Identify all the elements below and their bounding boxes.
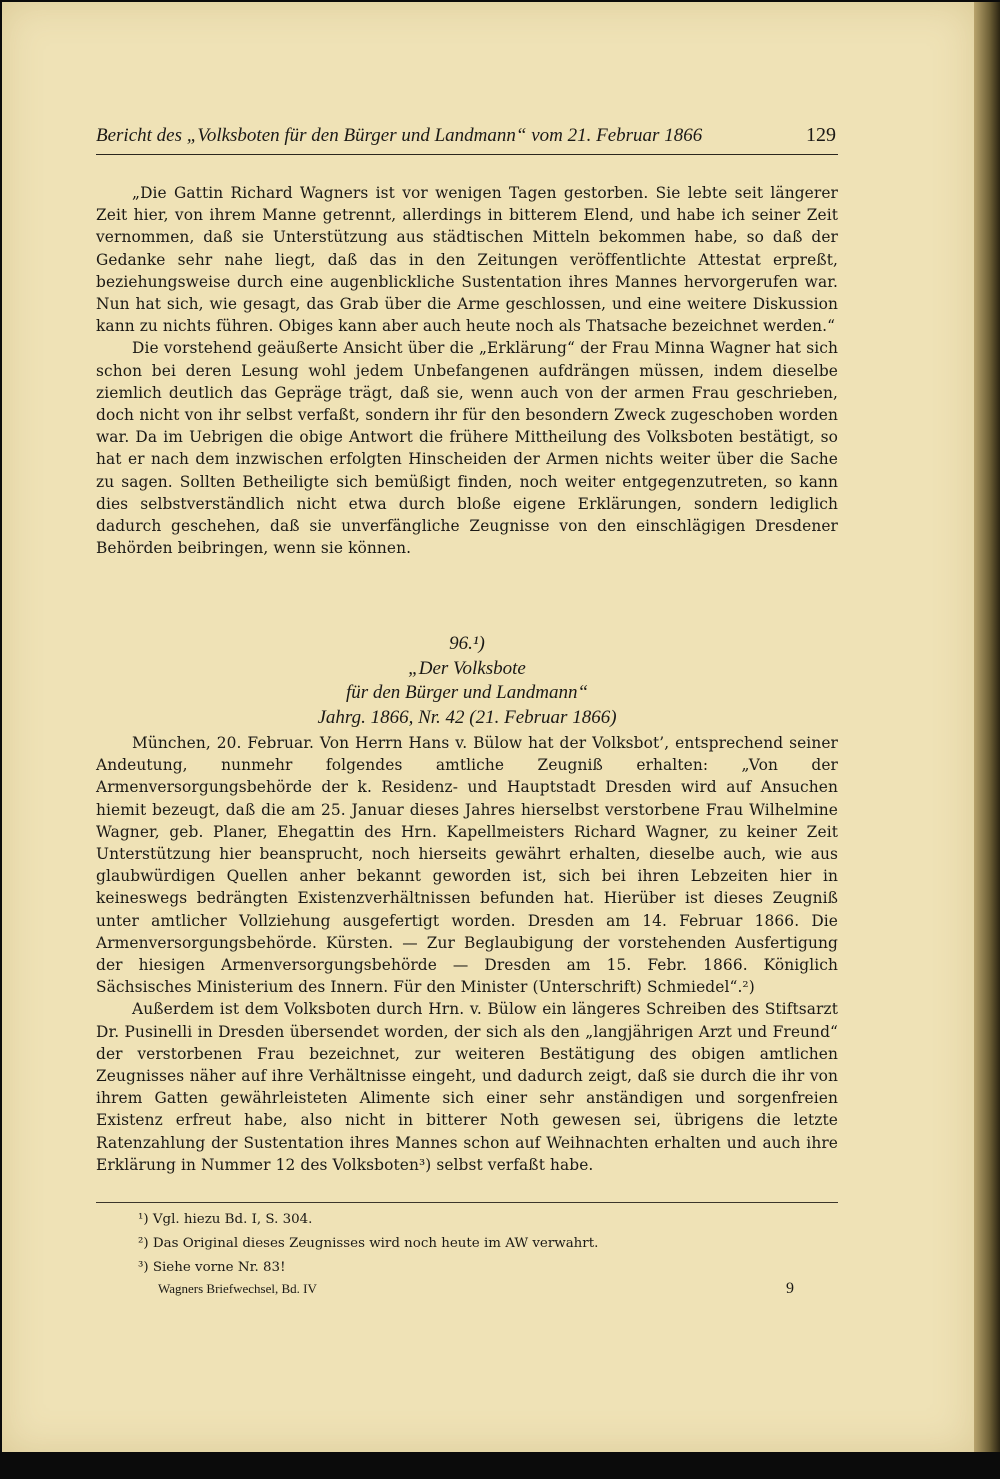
document-heading [96,632,838,730]
page-number: 129 [806,124,836,146]
signature-line: Wagners Briefwechsel, Bd. IV [158,1281,317,1296]
footnote: ³) Siehe vorne Nr. 83! [138,1260,286,1275]
paragraph: Außerdem ist dem Volksboten durch Hrn. v. Bülow ein längeres Schreiben des Stiftsarzt Dr. Pusinelli in Dresden übersendet worden, der sich als den „langjährigen Arzt und Freund“ der verstorbenen Frau bezeichnet, zur weiteren Bestätigung des obigen amtlichen Zeugnisses näher auf ihre Verhältnisse eingeht, und dadurch zeigt, daß sie durch die ihr von ihrem Gatten gewährleisteten Alimente sich einer sehr anständigen und sorgenfreien Existenz erfreut habe, also nicht in bitterer Noth gewesen sei, übrigens die letzte Ratenzahlung der Sustentation ihres Mannes schon auf Weihnachten erhalten und auch ihre Erklärung in Nummer 12 des Volksboten³) selbst verfaßt habe. [96,1000,838,1174]
paragraph: München, 20. Februar. Von Herrn Hans v. Bülow hat der Volksbot’, entsprechend seiner Andeutung, nunmehr folgendes amtliche Zeugniß erhalten: „Von der Armenversorgungsbehörde der k. Residenz- und Hauptstadt Dresden wird auf Ansuchen hiemit bezeugt, daß die am 25. Januar dieses Jahres hierselbst verstorbene Frau Wilhelmine Wagner, geb. Planer, Ehegattin des Hrn. Kapellmeisters Richard Wagner, zu keiner Zeit Unterstützung hier beansprucht, noch hierseits gewährt erhalten, dieselbe auch, wie aus glaubwürdigen Quellen anher bekannt geworden ist, sich bei ihren Lebzeiten hier in keineswegs bedrängten Existenzverhältnissen befunden hat. Hierüber ist dieses Zeugniß unter amtlicher Vollziehung ausgefertigt worden. Dresden am 14. Februar 1866. Die Armenversorgungsbehörde. Kürsten. — Zur Beglaubigung der vorstehenden Ausfertigung der hiesigen Armenversorgungsbehörde — Dresden am 15. Febr. 1866. Königlich Sächsisches Ministerium des Innern. Für den Minister (Unterschrift) Schmiedel“.²) [96,734,838,997]
heading-line: Jahrg. 1866, Nr. 42 (21. Februar 1866) [317,706,617,728]
heading-line: für den Bürger und Landmann“ [345,682,589,703]
page-footer [158,1280,794,1298]
page-edge [974,2,1000,1452]
scan-background [0,1452,1000,1479]
footnote-rule [96,1202,838,1203]
footnote: ¹) Vgl. hiezu Bd. I, S. 304. [138,1212,313,1227]
footnote: ²) Das Original dieses Zeugnisses wird noch heute im AW verwahrt. [138,1236,599,1251]
report-text-block [96,732,838,1202]
sheet-number: 9 [786,1280,794,1297]
letter-text-block [96,182,838,622]
heading-line: „Der Volksbote [408,657,526,679]
header-rule [96,154,838,155]
running-head-title: Bericht des „Volksboten für den Bürger und Landmann“ vom 21. Februar 1866 [96,125,703,146]
document-number: 96.¹) [449,633,485,654]
footnotes [138,1208,818,1280]
running-head [96,124,836,147]
paragraph: Die vorstehend geäußerte Ansicht über die „Erklärung“ der Frau Minna Wagner hat sich schon bei deren Lesung wohl jedem Unbefangenen aufdrängen müssen, indem dieselbe ziemlich deutlich das Gepräge trägt, daß sie, wenn auch von der armen Frau geschrieben, doch nicht von ihr selbst verfaßt, sondern ihr für den besondern Zweck zugeschoben worden war. Da im Uebrigen die obige Antwort die frühere Mittheilung des Volksboten bestätigt, so hat er nach dem inzwischen erfolgten Hinscheiden der Armen nichts weiter über die Sache zu sagen. Sollten Betheiligte sich bemüßigt finden, noch weiter entgegenzutreten, so kann dies selbstverständlich nicht etwa durch bloße eigene Erklärungen, sondern lediglich dadurch geschehen, daß sie unverfängliche Zeugnisse von den einschlägigen Dresdener Behörden beibringen, wenn sie können. [96,339,838,558]
paragraph: „Die Gattin Richard Wagners ist vor wenigen Tagen gestorben. Sie lebte seit längerer Zeit hier, von ihrem Manne getrennt, allerdings in bitterem Elend, und habe ich seiner Zeit vernommen, daß sie Unterstützung aus städtischen Mitteln bekommen habe, so daß der Gedanke sehr nahe liegt, daß das in den Zeitungen veröffentlichte Attestat erpreßt, beziehungsweise durch eine augenblickliche Sustentation ihres Mannes hervorgerufen war. Nun hat sich, wie gesagt, das Grab über die Arme geschlossen, und eine weitere Diskussion kann zu nichts führen. Obiges kann aber auch heute noch als Thatsache bezeichnet werden.“ [96,184,838,336]
